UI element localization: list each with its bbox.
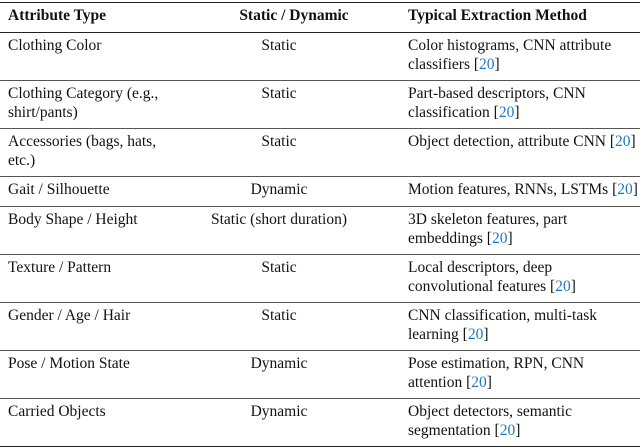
attribute-table	[0, 2, 640, 447]
citation-link[interactable]: 20	[498, 103, 515, 121]
table-row	[0, 207, 640, 255]
attribute-cell: Carried Objects	[8, 403, 106, 420]
table-row	[0, 129, 640, 177]
method-cell: Local descriptors, deep convolutional features [20]	[408, 259, 576, 295]
method-text: Color histograms, CNN attribute classifiers	[408, 37, 612, 73]
citation-link[interactable]: 20	[491, 229, 508, 247]
attribute-cell: Texture / Pattern	[8, 259, 112, 276]
citation-link[interactable]: 20	[615, 133, 631, 150]
method-cell: Color histograms, CNN attribute classifiers [20]	[408, 37, 612, 73]
table-row	[0, 351, 640, 399]
method-text: Object detectors, semantic segmentation	[408, 403, 572, 439]
static-dynamic-cell: Static	[261, 37, 297, 54]
method-cell: 3D skeleton features, part embeddings [20]	[408, 211, 568, 247]
static-dynamic-cell: Static	[261, 133, 297, 150]
attribute-cell: Clothing Color	[8, 37, 102, 54]
citation-link[interactable]: 20	[479, 55, 495, 73]
header-static-dynamic: Static / Dynamic	[239, 7, 349, 24]
citation-link[interactable]: 20	[467, 325, 484, 343]
method-text: Part-based descriptors, CNN classification	[408, 85, 586, 121]
static-dynamic-cell: Dynamic	[250, 403, 308, 420]
header-extraction-method: Typical Extraction Method	[408, 7, 587, 24]
header-row	[0, 3, 640, 33]
table-row	[0, 177, 640, 207]
method-text: 3D skeleton features, part embeddings	[408, 211, 568, 247]
table-row	[0, 399, 640, 447]
method-cell: Motion features, RNNs, LSTMs [20]	[408, 181, 638, 198]
citation-link[interactable]: 20	[499, 421, 516, 439]
static-dynamic-cell: Static	[261, 259, 297, 276]
table-row	[0, 81, 640, 129]
static-dynamic-cell: Static	[261, 307, 297, 324]
method-cell: Pose estimation, RPN, CNN attention [20]	[408, 355, 585, 391]
attribute-cell: Clothing Category (e.g., shirt/pants)	[8, 85, 159, 121]
method-text: CNN classification, multi-task learning	[408, 307, 597, 343]
method-cell: CNN classification, multi-task learning [20]	[408, 307, 597, 343]
method-text: Motion features, RNNs, LSTMs	[408, 181, 609, 198]
method-cell: Part-based descriptors, CNN classification [20]	[408, 85, 586, 121]
citation-link[interactable]: 20	[471, 373, 487, 391]
attribute-cell: Pose / Motion State	[8, 355, 130, 372]
static-dynamic-cell: Static	[261, 85, 297, 102]
attribute-cell: Body Shape / Height	[8, 211, 138, 228]
static-dynamic-cell: Static (short duration)	[210, 211, 348, 228]
static-dynamic-cell: Dynamic	[250, 355, 308, 372]
attribute-cell: Gender / Age / Hair	[8, 307, 131, 324]
method-text: Local descriptors, deep convolutional features	[408, 259, 553, 295]
table-row	[0, 255, 640, 303]
attribute-cell: Accessories (bags, hats, etc.)	[8, 133, 157, 169]
method-cell: Object detectors, semantic segmentation [20]	[408, 403, 572, 439]
citation-link[interactable]: 20	[555, 277, 571, 295]
method-cell: Object detection, attribute CNN [20]	[408, 133, 636, 150]
method-text: Pose estimation, RPN, CNN attention	[408, 355, 585, 391]
citation-link[interactable]: 20	[617, 181, 633, 198]
table-row	[0, 33, 640, 81]
method-text: Object detection, attribute CNN	[408, 133, 606, 150]
attribute-cell: Gait / Silhouette	[8, 181, 110, 198]
static-dynamic-cell: Dynamic	[250, 181, 308, 198]
table-row	[0, 303, 640, 351]
header-attribute-type: Attribute Type	[8, 7, 107, 24]
